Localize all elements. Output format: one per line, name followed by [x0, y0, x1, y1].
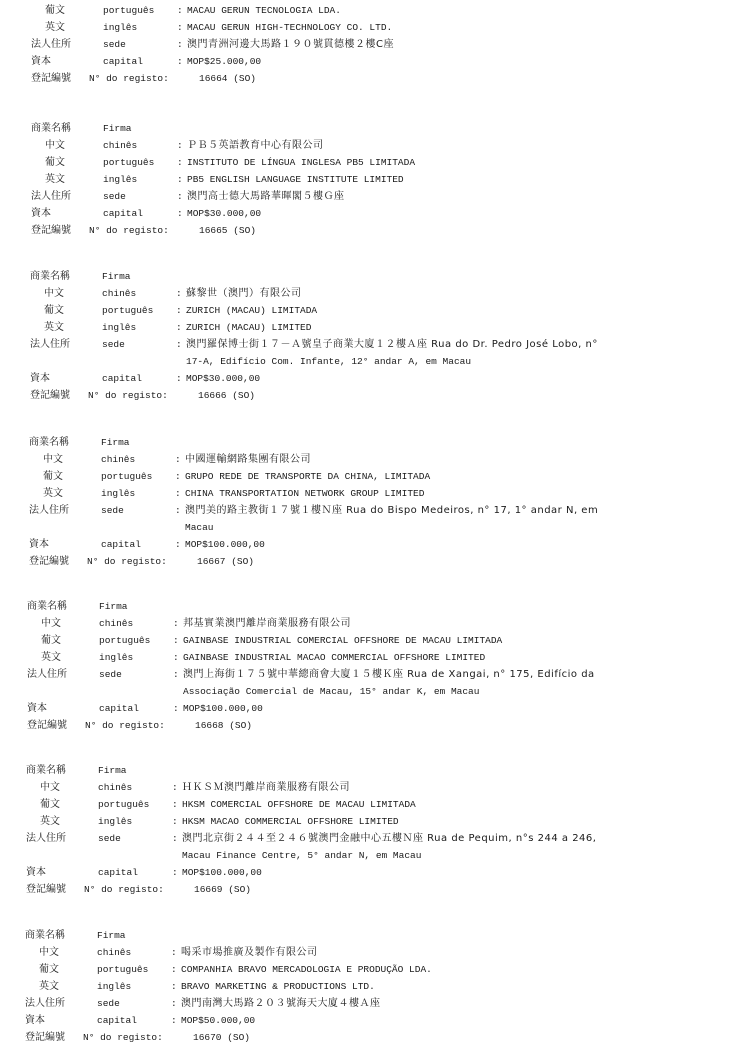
firma-label-zh: 商業名稱 [25, 930, 65, 941]
sede-value-continuation: Associação Comercial de Macau, 15° andar K, em Macau [183, 686, 480, 697]
sede-row [0, 503, 733, 518]
firma-ingles-value: HKSM MACAO COMMERCIAL OFFSHORE LIMITED [182, 816, 399, 827]
registo-row [0, 1030, 729, 1045]
field-label-zh: 中文 [40, 782, 60, 793]
firma-ingles-value: MACAU GERUN HIGH-TECHNOLOGY CO. LTD. [187, 22, 393, 33]
chines-row [0, 616, 731, 631]
sede-value-continuation: Macau Finance Centre, 5° andar N, em Macau [182, 850, 422, 861]
portugues-row [0, 155, 735, 170]
registo-label-zh: 登記編號 [30, 390, 70, 401]
field-colon: : [171, 998, 177, 1009]
field-label-zh: 法人住所 [26, 833, 66, 844]
field-colon: : [173, 669, 179, 680]
sede-value-continuation: 17-A, Edifício Com. Infante, 12° andar A, em Macau [186, 356, 472, 367]
registo-value: 16669 (SO) [194, 884, 252, 895]
field-label-zh: 葡文 [39, 964, 59, 975]
firma-ingles-value: BRAVO MARKETING & PRODUCTIONS LTD. [181, 981, 375, 992]
firma-header-row [0, 269, 734, 284]
field-label-zh: 法人住所 [25, 998, 65, 1009]
ingles-row [0, 979, 729, 994]
portugues-row [0, 3, 735, 18]
registo-label-zh: 登記編號 [27, 720, 67, 731]
capital-row [0, 537, 733, 552]
ingles-row [0, 814, 730, 829]
ingles-row [0, 650, 731, 665]
field-colon: : [177, 191, 183, 202]
registo-value: 16670 (SO) [193, 1032, 251, 1043]
field-label-pt: capital [102, 373, 142, 384]
registo-label-pt: N° do registo: [89, 73, 169, 84]
firma-ingles-value: CHINA TRANSPORTATION NETWORK GROUP LIMITED [185, 488, 425, 499]
sede-row [0, 189, 735, 204]
field-label-zh: 英文 [41, 652, 61, 663]
portugues-row [0, 962, 729, 977]
ingles-row [0, 320, 734, 335]
field-label-zh: 資本 [27, 703, 47, 714]
ingles-row [0, 172, 735, 187]
firma-portugues-value: INSTITUTO DE LÍNGUA INGLESA PB5 LIMITADA [187, 157, 416, 168]
capital-value: MOP$30.000,00 [186, 373, 261, 384]
field-label-zh: 法人住所 [31, 39, 71, 50]
firma-chines-value: 蘇黎世（澳門）有限公司 [186, 288, 302, 299]
sede-value-continuation: Macau [185, 522, 214, 533]
capital-row [0, 1013, 729, 1028]
sede-row [0, 37, 735, 52]
firma-label-zh: 商業名稱 [29, 437, 69, 448]
field-label-pt: português [103, 157, 155, 168]
field-colon: : [176, 305, 182, 316]
field-label-pt: capital [103, 208, 143, 219]
capital-value: MOP$25.000,00 [187, 56, 262, 67]
sede-value: 澳門青洲河邊大馬路１９０號貫德樓２樓C座 [187, 39, 394, 50]
firma-portugues-value: MACAU GERUN TECNOLOGIA LDA. [187, 5, 341, 16]
field-label-pt: sede [103, 191, 126, 202]
firma-label-pt: Firma [99, 601, 128, 612]
field-label-zh: 法人住所 [29, 505, 69, 516]
field-colon: : [172, 816, 178, 827]
field-label-zh: 資本 [31, 56, 51, 67]
firma-portugues-value: GRUPO REDE DE TRANSPORTE DA CHINA, LIMITADA [185, 471, 431, 482]
registo-label-pt: N° do registo: [87, 556, 167, 567]
field-label-pt: chinês [103, 140, 138, 151]
sede-value: 澳門美的路主教街１７號１樓Ｎ座 Rua do Bispo Medeiros, n° 17, 1° andar N, em [185, 505, 599, 516]
capital-row [0, 701, 731, 716]
field-label-pt: português [102, 305, 154, 316]
field-colon: : [176, 373, 182, 384]
registo-label-zh: 登記編號 [29, 556, 69, 567]
firma-chines-value: ＨＫＳＭ澳門離岸商業服務有限公司 [182, 782, 350, 793]
field-colon: : [177, 208, 183, 219]
capital-row [0, 371, 734, 386]
field-label-pt: sede [99, 669, 122, 680]
sede-value: 澳門北京街２４４至２４６號澳門金融中心五樓Ｎ座 Rua de Pequim, n°s 244 a 246, [182, 833, 597, 844]
field-colon: : [177, 174, 183, 185]
field-label-zh: 中文 [41, 618, 61, 629]
sede-row [0, 337, 734, 352]
chines-row [0, 138, 735, 153]
field-colon: : [177, 22, 183, 33]
field-label-zh: 法人住所 [30, 339, 70, 350]
registo-value: 16668 (SO) [195, 720, 253, 731]
registo-value: 16667 (SO) [197, 556, 255, 567]
registo-value: 16666 (SO) [198, 390, 256, 401]
field-label-pt: inglês [97, 981, 132, 992]
field-label-pt: português [98, 799, 150, 810]
registo-label-zh: 登記編號 [26, 884, 66, 895]
field-label-pt: inglês [103, 22, 138, 33]
field-label-pt: chinês [101, 454, 136, 465]
firma-label-zh: 商業名稱 [27, 601, 67, 612]
field-label-pt: capital [98, 867, 138, 878]
portugues-row [0, 797, 730, 812]
firma-label-zh: 商業名稱 [26, 765, 66, 776]
capital-row [0, 206, 735, 221]
field-label-zh: 英文 [45, 22, 65, 33]
field-label-zh: 中文 [44, 288, 64, 299]
registo-label-zh: 登記編號 [25, 1032, 65, 1043]
portugues-row [0, 633, 731, 648]
capital-value: MOP$100.000,00 [182, 867, 262, 878]
firma-label-pt: Firma [98, 765, 127, 776]
field-label-zh: 英文 [44, 322, 64, 333]
portugues-row [0, 303, 734, 318]
registo-row [0, 554, 733, 569]
field-label-pt: chinês [102, 288, 137, 299]
field-colon: : [171, 981, 177, 992]
registo-row [0, 223, 735, 238]
chines-row [0, 780, 730, 795]
field-colon: : [177, 157, 183, 168]
field-label-zh: 葡文 [45, 157, 65, 168]
registo-value: 16665 (SO) [199, 225, 257, 236]
field-label-pt: português [99, 635, 151, 646]
field-colon: : [176, 288, 182, 299]
firma-header-row [0, 599, 731, 614]
field-label-pt: inglês [98, 816, 133, 827]
firma-header-row [0, 928, 729, 943]
capital-value: MOP$30.000,00 [187, 208, 262, 219]
ingles-row [0, 486, 733, 501]
firma-header-row [0, 435, 733, 450]
capital-row [0, 865, 730, 880]
field-colon: : [176, 339, 182, 350]
firma-label-zh: 商業名稱 [30, 271, 70, 282]
firma-portugues-value: HKSM COMERCIAL OFFSHORE DE MACAU LIMITADA [182, 799, 416, 810]
firma-chines-value: 邦基實業澳門離岸商業服務有限公司 [183, 618, 351, 629]
firma-chines-value: ＰＢ５英語教育中心有限公司 [187, 140, 324, 151]
field-label-pt: capital [97, 1015, 137, 1026]
registo-label-pt: N° do registo: [83, 1032, 163, 1043]
field-label-zh: 葡文 [41, 635, 61, 646]
registo-label-pt: N° do registo: [85, 720, 165, 731]
field-label-zh: 葡文 [44, 305, 64, 316]
field-label-pt: capital [99, 703, 139, 714]
field-colon: : [176, 322, 182, 333]
sede-value: 澳門上海街１７５號中華總商會大廈１５樓Ｋ座 Rua de Xangai, n° 175, Edifício da [183, 669, 595, 680]
firma-ingles-value: GAINBASE INDUSTRIAL MACAO COMMERCIAL OFFSHORE LIMITED [183, 652, 486, 663]
field-label-zh: 英文 [45, 174, 65, 185]
field-label-pt: inglês [102, 322, 137, 333]
field-label-pt: português [101, 471, 153, 482]
field-label-pt: capital [103, 56, 143, 67]
field-label-zh: 葡文 [45, 5, 65, 16]
field-label-zh: 法人住所 [27, 669, 67, 680]
registo-value: 16664 (SO) [199, 73, 257, 84]
sede-row [0, 831, 730, 846]
field-label-zh: 資本 [26, 867, 46, 878]
field-colon: : [171, 1015, 177, 1026]
field-colon: : [175, 505, 181, 516]
field-label-zh: 中文 [43, 454, 63, 465]
field-colon: : [173, 618, 179, 629]
field-label-pt: inglês [103, 174, 138, 185]
field-label-pt: sede [101, 505, 124, 516]
field-colon: : [172, 867, 178, 878]
field-label-pt: chinês [98, 782, 133, 793]
field-colon: : [177, 5, 183, 16]
field-label-zh: 資本 [31, 208, 51, 219]
sede-value: 澳門南灣大馬路２０３號海天大廈４樓Ａ座 [181, 998, 381, 1009]
field-colon: : [177, 56, 183, 67]
capital-value: MOP$50.000,00 [181, 1015, 256, 1026]
field-label-pt: sede [97, 998, 120, 1009]
field-label-pt: sede [103, 39, 126, 50]
field-colon: : [173, 635, 179, 646]
capital-value: MOP$100.000,00 [183, 703, 263, 714]
firma-header-row [0, 121, 735, 136]
ingles-row [0, 20, 735, 35]
chines-row [0, 452, 733, 467]
field-label-zh: 資本 [30, 373, 50, 384]
registo-row [0, 718, 731, 733]
sede-row [0, 996, 729, 1011]
firma-portugues-value: ZURICH (MACAU) LIMITADA [186, 305, 318, 316]
field-label-pt: chinês [97, 947, 132, 958]
field-label-pt: sede [102, 339, 125, 350]
field-label-zh: 資本 [25, 1015, 45, 1026]
firma-label-zh: 商業名稱 [31, 123, 71, 134]
firma-ingles-value: PB5 ENGLISH LANGUAGE INSTITUTE LIMITED [187, 174, 404, 185]
field-colon: : [175, 539, 181, 550]
field-colon: : [175, 471, 181, 482]
field-colon: : [171, 964, 177, 975]
chines-row [0, 286, 734, 301]
registo-row [0, 388, 734, 403]
sede-row [0, 667, 731, 682]
firma-portugues-value: COMPANHIA BRAVO MERCADOLOGIA E PRODUÇÃO LDA. [181, 964, 432, 975]
registo-row [0, 71, 735, 86]
firma-label-pt: Firma [101, 437, 130, 448]
field-label-pt: português [97, 964, 149, 975]
field-label-pt: sede [98, 833, 121, 844]
field-label-zh: 英文 [39, 981, 59, 992]
field-colon: : [172, 782, 178, 793]
registo-label-pt: N° do registo: [84, 884, 164, 895]
registo-label-pt: N° do registo: [88, 390, 168, 401]
field-colon: : [177, 39, 183, 50]
sede-value: 澳門高士德大馬路華暉閣５樓Ｇ座 [187, 191, 345, 202]
field-colon: : [173, 703, 179, 714]
sede-value: 澳門羅保博士街１７－Ａ號皇子商業大廈１２樓Ａ座 Rua do Dr. Pedro José Lobo, n° [186, 339, 598, 350]
capital-row [0, 54, 735, 69]
field-label-zh: 中文 [39, 947, 59, 958]
firma-chines-value: 中國運輸網路集團有限公司 [185, 454, 311, 465]
field-colon: : [175, 488, 181, 499]
field-label-pt: inglês [99, 652, 134, 663]
firma-label-pt: Firma [103, 123, 132, 134]
firma-header-row [0, 763, 730, 778]
field-colon: : [172, 833, 178, 844]
field-colon: : [172, 799, 178, 810]
field-colon: : [171, 947, 177, 958]
firma-label-pt: Firma [102, 271, 131, 282]
field-label-zh: 資本 [29, 539, 49, 550]
field-colon: : [177, 140, 183, 151]
capital-value: MOP$100.000,00 [185, 539, 265, 550]
field-label-zh: 英文 [40, 816, 60, 827]
firma-ingles-value: ZURICH (MACAU) LIMITED [186, 322, 312, 333]
field-label-pt: inglês [101, 488, 136, 499]
chines-row [0, 945, 729, 960]
portugues-row [0, 469, 733, 484]
field-label-pt: português [103, 5, 155, 16]
field-label-zh: 葡文 [43, 471, 63, 482]
field-colon: : [173, 652, 179, 663]
registo-label-zh: 登記編號 [31, 225, 71, 236]
field-label-pt: capital [101, 539, 141, 550]
field-label-zh: 英文 [43, 488, 63, 499]
field-label-zh: 中文 [45, 140, 65, 151]
field-label-zh: 法人住所 [31, 191, 71, 202]
field-colon: : [175, 454, 181, 465]
firma-label-pt: Firma [97, 930, 126, 941]
firma-chines-value: 喝采市場推廣及製作有限公司 [181, 947, 318, 958]
field-label-zh: 葡文 [40, 799, 60, 810]
firma-portugues-value: GAINBASE INDUSTRIAL COMERCIAL OFFSHORE DE MACAU LIMITADA [183, 635, 503, 646]
registo-label-pt: N° do registo: [89, 225, 169, 236]
registo-label-zh: 登記編號 [31, 73, 71, 84]
field-label-pt: chinês [99, 618, 134, 629]
registo-row [0, 882, 730, 897]
